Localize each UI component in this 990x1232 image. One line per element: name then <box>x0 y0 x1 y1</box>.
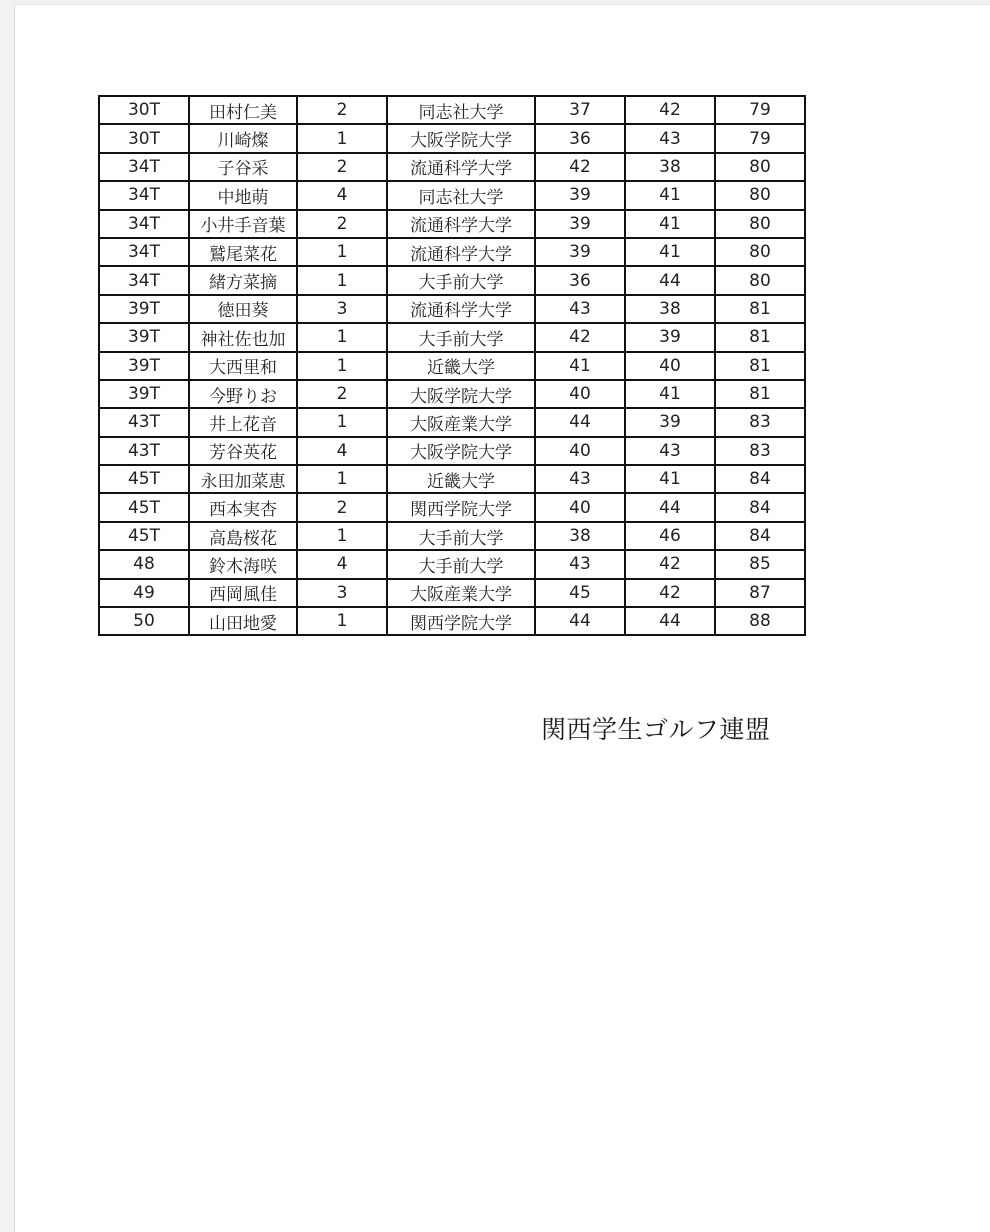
player-name-cell: 中地萌 <box>189 181 297 209</box>
rank-cell: 34T <box>99 210 189 238</box>
university-cell: 関西学院大学 <box>387 493 535 521</box>
total-score-cell: 80 <box>715 210 805 238</box>
table-row <box>99 295 805 323</box>
table-row <box>99 153 805 181</box>
total-score-cell: 85 <box>715 550 805 578</box>
university-cell: 大阪学院大学 <box>387 437 535 465</box>
in-score-cell: 42 <box>625 550 715 578</box>
in-score-cell: 43 <box>625 124 715 152</box>
total-score-cell: 87 <box>715 579 805 607</box>
rank-cell: 45T <box>99 465 189 493</box>
out-score-cell: 39 <box>535 210 625 238</box>
in-score-cell: 39 <box>625 323 715 351</box>
in-score-cell: 41 <box>625 210 715 238</box>
in-score-cell: 43 <box>625 437 715 465</box>
rank-cell: 45T <box>99 522 189 550</box>
table-row <box>99 352 805 380</box>
rank-cell: 39T <box>99 380 189 408</box>
in-score-cell: 41 <box>625 238 715 266</box>
university-cell: 大阪産業大学 <box>387 408 535 436</box>
out-score-cell: 39 <box>535 181 625 209</box>
table-row <box>99 437 805 465</box>
total-score-cell: 80 <box>715 153 805 181</box>
out-score-cell: 41 <box>535 352 625 380</box>
table-row <box>99 465 805 493</box>
player-name-cell: 神社佐也加 <box>189 323 297 351</box>
rank-cell: 34T <box>99 153 189 181</box>
out-score-cell: 42 <box>535 153 625 181</box>
player-name-cell: 今野りお <box>189 380 297 408</box>
in-score-cell: 40 <box>625 352 715 380</box>
university-cell: 同志社大学 <box>387 96 535 124</box>
table-row <box>99 579 805 607</box>
table-row <box>99 323 805 351</box>
table-row <box>99 96 805 124</box>
grade-cell: 3 <box>297 579 387 607</box>
total-score-cell: 80 <box>715 181 805 209</box>
out-score-cell: 44 <box>535 607 625 635</box>
grade-cell: 1 <box>297 238 387 266</box>
table-row <box>99 607 805 635</box>
table-row <box>99 550 805 578</box>
university-cell: 流通科学大学 <box>387 153 535 181</box>
university-cell: 大阪産業大学 <box>387 579 535 607</box>
rank-cell: 30T <box>99 96 189 124</box>
results-table-body <box>99 96 805 635</box>
table-row <box>99 181 805 209</box>
grade-cell: 1 <box>297 607 387 635</box>
results-table <box>98 95 806 636</box>
grade-cell: 1 <box>297 465 387 493</box>
table-row <box>99 238 805 266</box>
player-name-cell: 高島桜花 <box>189 522 297 550</box>
player-name-cell: 芳谷英花 <box>189 437 297 465</box>
in-score-cell: 38 <box>625 295 715 323</box>
in-score-cell: 41 <box>625 465 715 493</box>
table-row <box>99 124 805 152</box>
total-score-cell: 81 <box>715 352 805 380</box>
rank-cell: 34T <box>99 181 189 209</box>
out-score-cell: 36 <box>535 266 625 294</box>
grade-cell: 4 <box>297 550 387 578</box>
organization-name: 関西学生ゴルフ連盟 <box>541 715 771 744</box>
total-score-cell: 83 <box>715 437 805 465</box>
university-cell: 近畿大学 <box>387 465 535 493</box>
university-cell: 大阪学院大学 <box>387 380 535 408</box>
grade-cell: 1 <box>297 352 387 380</box>
rank-cell: 30T <box>99 124 189 152</box>
grade-cell: 4 <box>297 181 387 209</box>
rank-cell: 50 <box>99 607 189 635</box>
university-cell: 同志社大学 <box>387 181 535 209</box>
university-cell: 関西学院大学 <box>387 607 535 635</box>
table-row <box>99 380 805 408</box>
total-score-cell: 84 <box>715 465 805 493</box>
university-cell: 大手前大学 <box>387 266 535 294</box>
out-score-cell: 43 <box>535 465 625 493</box>
table-row <box>99 522 805 550</box>
player-name-cell: 田村仁美 <box>189 96 297 124</box>
university-cell: 流通科学大学 <box>387 295 535 323</box>
player-name-cell: 西岡風佳 <box>189 579 297 607</box>
player-name-cell: 西本実杏 <box>189 493 297 521</box>
in-score-cell: 44 <box>625 266 715 294</box>
university-cell: 大手前大学 <box>387 550 535 578</box>
player-name-cell: 川崎燦 <box>189 124 297 152</box>
university-cell: 大手前大学 <box>387 323 535 351</box>
grade-cell: 3 <box>297 295 387 323</box>
rank-cell: 43T <box>99 408 189 436</box>
out-score-cell: 40 <box>535 380 625 408</box>
in-score-cell: 44 <box>625 493 715 521</box>
grade-cell: 2 <box>297 493 387 521</box>
rank-cell: 48 <box>99 550 189 578</box>
player-name-cell: 子谷采 <box>189 153 297 181</box>
grade-cell: 2 <box>297 96 387 124</box>
grade-cell: 1 <box>297 124 387 152</box>
player-name-cell: 鈴木海咲 <box>189 550 297 578</box>
document-page <box>14 4 990 1232</box>
rank-cell: 34T <box>99 238 189 266</box>
table-row <box>99 493 805 521</box>
out-score-cell: 39 <box>535 238 625 266</box>
total-score-cell: 83 <box>715 408 805 436</box>
rank-cell: 39T <box>99 352 189 380</box>
university-cell: 大手前大学 <box>387 522 535 550</box>
total-score-cell: 88 <box>715 607 805 635</box>
table-row <box>99 210 805 238</box>
out-score-cell: 40 <box>535 493 625 521</box>
total-score-cell: 80 <box>715 266 805 294</box>
grade-cell: 1 <box>297 323 387 351</box>
out-score-cell: 38 <box>535 522 625 550</box>
grade-cell: 1 <box>297 408 387 436</box>
total-score-cell: 84 <box>715 522 805 550</box>
rank-cell: 43T <box>99 437 189 465</box>
player-name-cell: 井上花音 <box>189 408 297 436</box>
total-score-cell: 81 <box>715 380 805 408</box>
out-score-cell: 43 <box>535 550 625 578</box>
player-name-cell: 鷲尾菜花 <box>189 238 297 266</box>
player-name-cell: 永田加菜恵 <box>189 465 297 493</box>
total-score-cell: 79 <box>715 96 805 124</box>
grade-cell: 2 <box>297 153 387 181</box>
out-score-cell: 43 <box>535 295 625 323</box>
rank-cell: 45T <box>99 493 189 521</box>
grade-cell: 4 <box>297 437 387 465</box>
out-score-cell: 36 <box>535 124 625 152</box>
grade-cell: 1 <box>297 266 387 294</box>
player-name-cell: 大西里和 <box>189 352 297 380</box>
rank-cell: 39T <box>99 323 189 351</box>
in-score-cell: 41 <box>625 380 715 408</box>
in-score-cell: 46 <box>625 522 715 550</box>
rank-cell: 34T <box>99 266 189 294</box>
grade-cell: 1 <box>297 522 387 550</box>
in-score-cell: 42 <box>625 96 715 124</box>
university-cell: 流通科学大学 <box>387 238 535 266</box>
university-cell: 大阪学院大学 <box>387 124 535 152</box>
total-score-cell: 81 <box>715 323 805 351</box>
player-name-cell: 徳田葵 <box>189 295 297 323</box>
in-score-cell: 38 <box>625 153 715 181</box>
out-score-cell: 42 <box>535 323 625 351</box>
rank-cell: 49 <box>99 579 189 607</box>
grade-cell: 2 <box>297 210 387 238</box>
in-score-cell: 42 <box>625 579 715 607</box>
player-name-cell: 緒方菜摘 <box>189 266 297 294</box>
total-score-cell: 84 <box>715 493 805 521</box>
table-row <box>99 408 805 436</box>
out-score-cell: 44 <box>535 408 625 436</box>
total-score-cell: 81 <box>715 295 805 323</box>
total-score-cell: 80 <box>715 238 805 266</box>
university-cell: 近畿大学 <box>387 352 535 380</box>
player-name-cell: 小井手音葉 <box>189 210 297 238</box>
rank-cell: 39T <box>99 295 189 323</box>
out-score-cell: 37 <box>535 96 625 124</box>
in-score-cell: 44 <box>625 607 715 635</box>
in-score-cell: 39 <box>625 408 715 436</box>
out-score-cell: 40 <box>535 437 625 465</box>
player-name-cell: 山田地愛 <box>189 607 297 635</box>
in-score-cell: 41 <box>625 181 715 209</box>
out-score-cell: 45 <box>535 579 625 607</box>
university-cell: 流通科学大学 <box>387 210 535 238</box>
grade-cell: 2 <box>297 380 387 408</box>
total-score-cell: 79 <box>715 124 805 152</box>
table-row <box>99 266 805 294</box>
